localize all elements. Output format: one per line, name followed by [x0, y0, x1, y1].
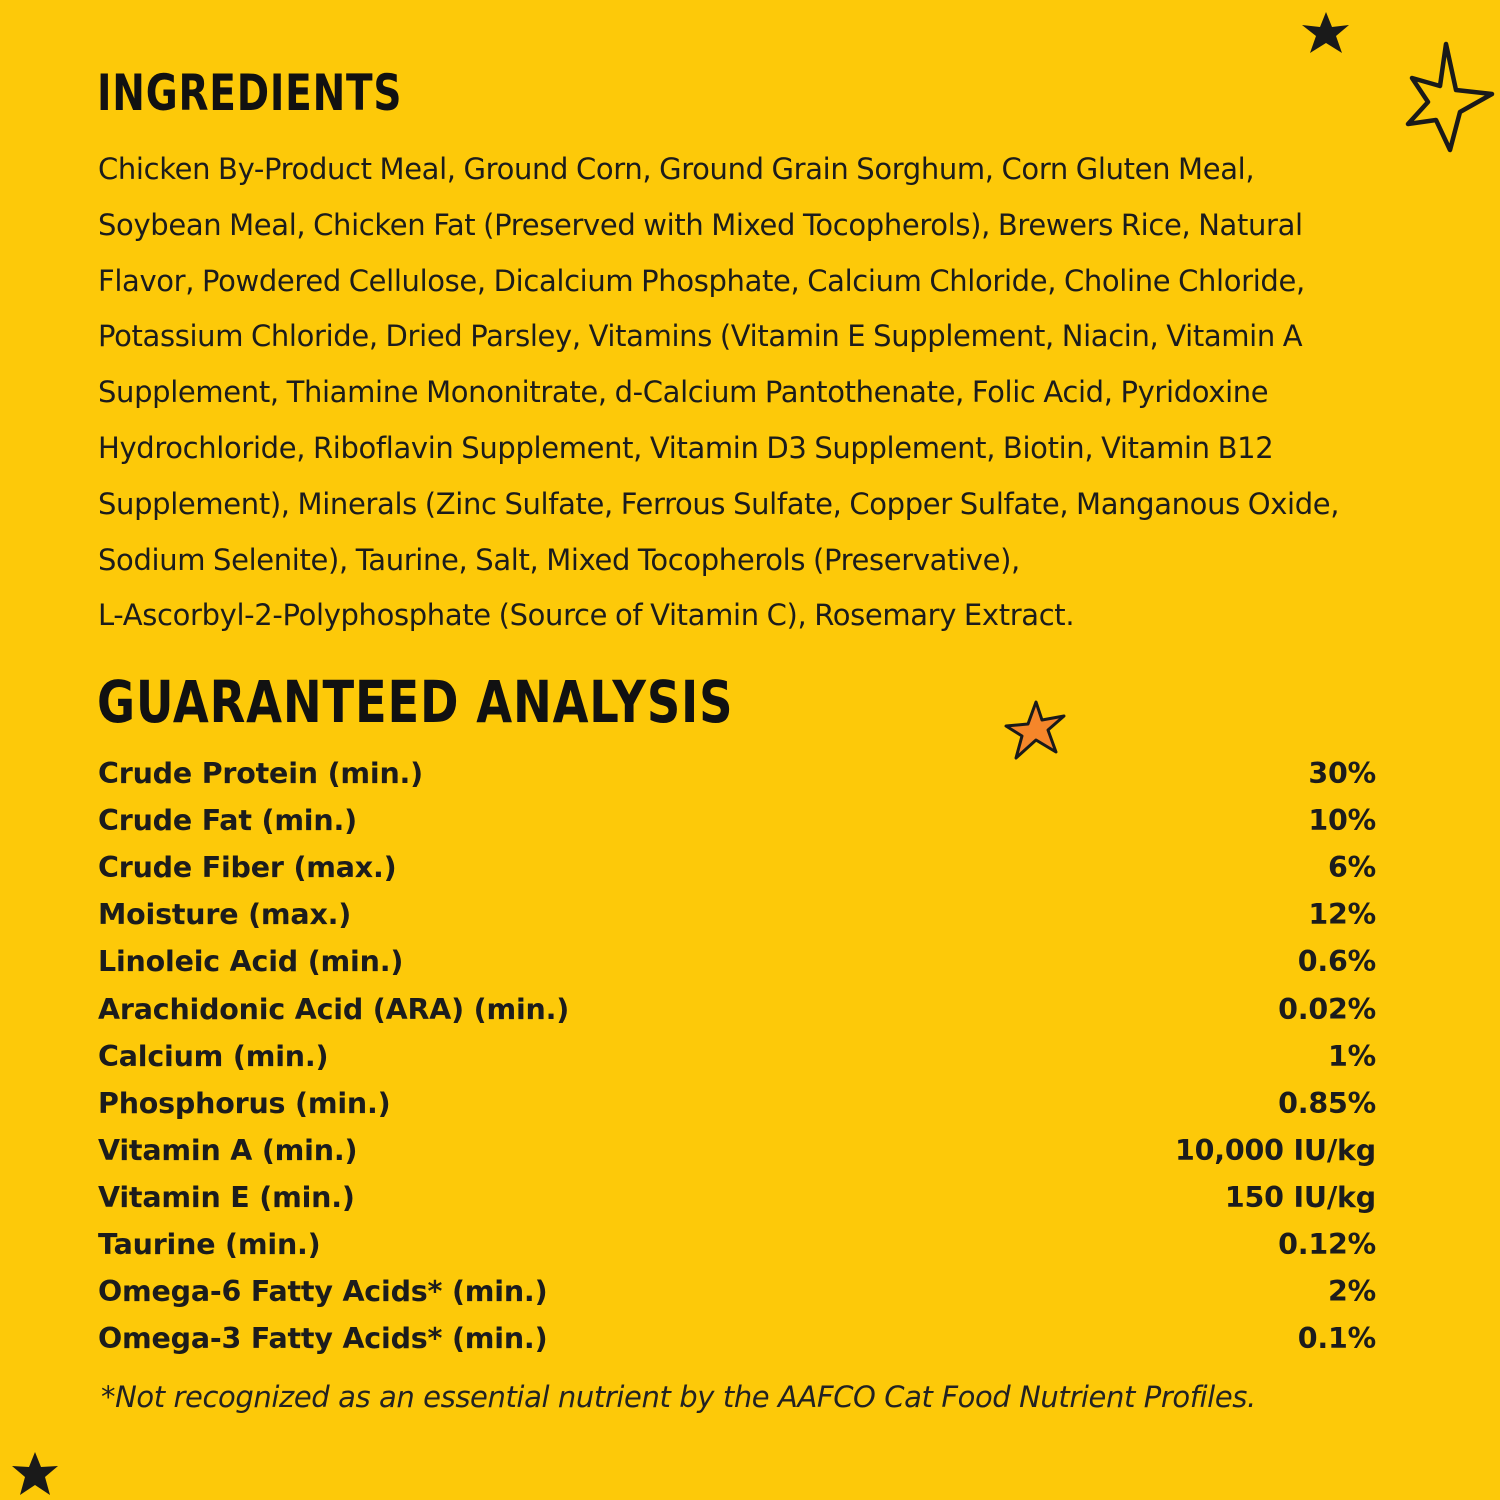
nutrient-value: 2% [1328, 1275, 1376, 1309]
nutrient-label: Vitamin E (min.) [98, 1180, 355, 1214]
footnote: *Not recognized as an essential nutrient by the AAFCO Cat Food Nutrient Profiles. [101, 1380, 1256, 1414]
ingredients-line: Soybean Meal, Chicken Fat (Preserved with Mixed Tocopherols), Brewers Rice, Natural [98, 207, 1303, 242]
ingredients-line: Supplement, Thiamine Mononitrate, d-Calcium Pantothenate, Folic Acid, Pyridoxine [98, 375, 1269, 410]
nutrient-label: Omega-6 Fatty Acids* (min.) [98, 1275, 548, 1309]
analysis-row [98, 938, 1376, 985]
nutrient-label: Calcium (min.) [98, 1039, 329, 1073]
nutrient-label: Vitamin A (min.) [98, 1133, 358, 1167]
nutrient-value: 0.6% [1297, 945, 1376, 979]
analysis-table [98, 750, 1376, 1362]
nutrient-label: Crude Fiber (max.) [98, 851, 397, 885]
analysis-row [98, 1221, 1376, 1268]
nutrient-value: 0.85% [1278, 1086, 1376, 1120]
ingredients-line: Potassium Chloride, Dried Parsley, Vitamins (Vitamin E Supplement, Niacin, Vitamin A [98, 319, 1303, 354]
analysis-row [98, 891, 1376, 938]
nutrient-value: 0.1% [1297, 1322, 1376, 1356]
nutrient-label: Moisture (max.) [98, 898, 352, 932]
analysis-row [98, 844, 1376, 891]
analysis-row [98, 1080, 1376, 1127]
analysis-row [98, 1315, 1376, 1362]
analysis-row [98, 797, 1376, 844]
nutrient-label: Taurine (min.) [98, 1227, 321, 1261]
ingredients-line: Supplement), Minerals (Zinc Sulfate, Ferrous Sulfate, Copper Sulfate, Manganous Oxide, [98, 486, 1340, 521]
ingredients-list [98, 142, 1443, 644]
analysis-row [98, 750, 1376, 797]
ingredients-line: Sodium Selenite), Taurine, Salt, Mixed Tocopherols (Preservative), [98, 542, 1020, 577]
nutrient-label: Arachidonic Acid (ARA) (min.) [98, 992, 570, 1026]
analysis-row [98, 985, 1376, 1032]
nutrient-value: 10,000 IU/kg [1174, 1133, 1376, 1167]
ingredients-heading: INGREDIENTS [97, 64, 403, 122]
nutrient-value: 0.02% [1278, 992, 1376, 1026]
nutrient-label: Omega-3 Fatty Acids* (min.) [98, 1322, 548, 1356]
nutrient-value: 6% [1328, 851, 1376, 885]
ingredients-line: L-Ascorbyl-2-Polyphosphate (Source of Vitamin C), Rosemary Extract. [98, 598, 1075, 633]
star-outline-icon [1400, 38, 1500, 158]
nutrient-value: 1% [1328, 1039, 1376, 1073]
ingredients-line: Hydrochloride, Riboflavin Supplement, Vitamin D3 Supplement, Biotin, Vitamin B12 [98, 430, 1274, 465]
analysis-row [98, 1174, 1376, 1221]
nutrient-value: 0.12% [1278, 1227, 1376, 1261]
ingredients-line: Chicken By-Product Meal, Ground Corn, Ground Grain Sorghum, Corn Gluten Meal, [98, 152, 1255, 186]
nutrient-label: Linoleic Acid (min.) [98, 945, 404, 979]
analysis-row [98, 1033, 1376, 1080]
nutrient-label: Crude Fat (min.) [98, 804, 357, 838]
ingredients-line: Flavor, Powdered Cellulose, Dicalcium Phosphate, Calcium Chloride, Choline Chloride, [98, 263, 1305, 298]
nutrient-value: 12% [1308, 898, 1376, 932]
analysis-row [98, 1268, 1376, 1315]
star-filled-icon [1295, 8, 1355, 58]
guaranteed-analysis-heading: GUARANTEED ANALYSIS [97, 668, 734, 736]
nutrient-value: 30% [1308, 757, 1376, 791]
nutrient-label: Crude Protein (min.) [98, 757, 424, 791]
nutrient-label: Phosphorus (min.) [98, 1086, 391, 1120]
nutrient-value: 10% [1308, 804, 1376, 838]
analysis-row [98, 1127, 1376, 1174]
star-filled-icon [8, 1448, 62, 1500]
nutrient-value: 150 IU/kg [1224, 1180, 1376, 1214]
